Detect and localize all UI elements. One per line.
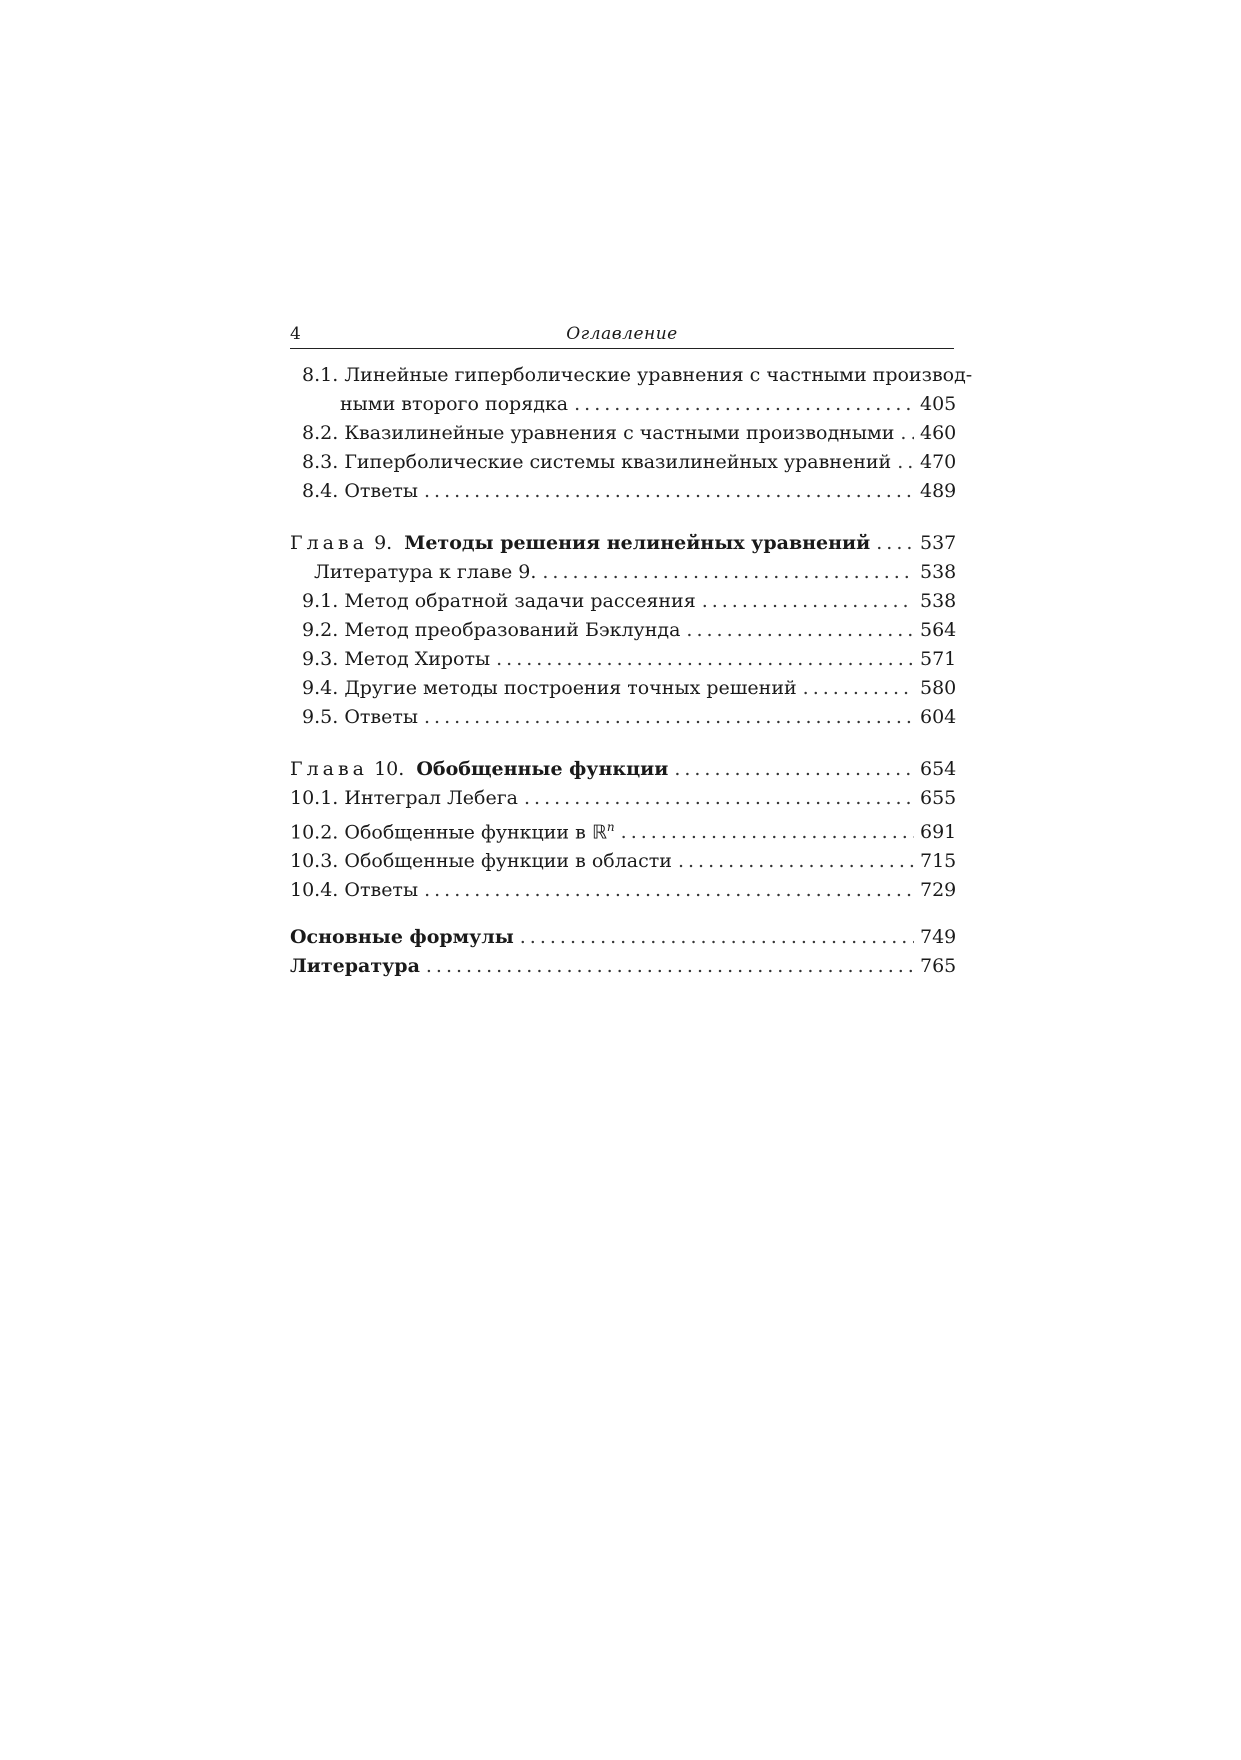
entry-page: 564 — [920, 619, 957, 641]
page-number: 4 — [290, 324, 301, 344]
toc-entry-9-1[interactable] — [290, 587, 957, 616]
entry-number: 9.4. — [302, 677, 339, 699]
table-of-contents — [290, 361, 973, 981]
toc-chapter-10[interactable] — [290, 755, 957, 784]
spacer — [290, 905, 954, 923]
leader-dots — [876, 529, 914, 558]
entry-number: 8.2. — [302, 422, 339, 444]
entry-title: Обобщенные функции в области — [344, 850, 672, 873]
leader-dots — [897, 448, 914, 477]
page — [290, 320, 973, 981]
toc-entry-8-3[interactable] — [290, 448, 957, 477]
entry-page: 538 — [920, 590, 957, 612]
chapter-title: Методы решения нелинейных уравнений — [404, 532, 871, 554]
entry-page: 571 — [920, 648, 957, 670]
leader-dots — [424, 477, 914, 506]
leader-dots — [520, 923, 914, 952]
spacer — [290, 732, 954, 755]
toc-entry-9-5[interactable] — [290, 703, 957, 732]
chapter-prefix: Глава — [290, 532, 369, 554]
entry-number: 10.1. — [290, 787, 339, 809]
entry-page: 765 — [920, 955, 957, 978]
toc-entry-formulas[interactable] — [290, 923, 957, 952]
leader-dots — [424, 703, 914, 732]
entry-number: 10.3. — [290, 850, 339, 873]
toc-entry-9-3[interactable] — [290, 645, 957, 674]
entry-number: 8.4. — [302, 480, 339, 502]
entry-title: Другие методы построения точных решений — [344, 677, 797, 699]
entry-title: Метод обратной задачи рассеяния — [344, 590, 696, 612]
entry-title: Ответы — [344, 480, 418, 502]
entry-page: 604 — [920, 706, 957, 728]
chapter-number: 9. — [374, 532, 393, 554]
entry-title: Метод Хироты — [344, 648, 491, 670]
entry-number: 10.4. — [290, 879, 339, 902]
toc-entry-9-2[interactable] — [290, 616, 957, 645]
entry-page: 470 — [920, 451, 957, 473]
entry-title: Ответы — [344, 706, 418, 728]
toc-entry-10-1[interactable] — [290, 784, 957, 813]
entry-number: 8.3. — [302, 451, 339, 473]
toc-entry-10-3[interactable] — [290, 847, 957, 876]
entry-title: Литература — [290, 955, 420, 978]
entry-number: 9.1. — [302, 590, 339, 612]
reals-symbol: ℝ — [591, 821, 607, 844]
leader-dots — [574, 390, 914, 419]
entry-number: 8.1. — [302, 364, 339, 386]
toc-entry-10-2[interactable] — [290, 813, 957, 847]
toc-chapter-9[interactable] — [290, 529, 957, 558]
leader-dots — [524, 784, 914, 813]
entry-title: Интеграл Лебега — [344, 787, 519, 809]
entry-title-cont: ными второго порядка — [340, 393, 569, 415]
superscript: n — [606, 820, 615, 834]
leader-dots — [900, 419, 914, 448]
entry-page: 715 — [920, 850, 957, 873]
entry-title: Линейные гиперболические уравнения с частными производ- — [344, 364, 973, 386]
entry-number: 10.2. — [290, 821, 339, 844]
entry-page: 537 — [920, 532, 957, 554]
leader-dots — [674, 755, 914, 784]
entry-page: 655 — [920, 787, 957, 809]
leader-dots — [621, 818, 914, 847]
toc-entry-lit-9[interactable] — [290, 558, 957, 587]
chapter-prefix: Глава — [290, 758, 369, 780]
entry-title: Литература к главе 9. — [314, 561, 537, 583]
header-title: Оглавление — [566, 324, 678, 344]
leader-dots — [803, 674, 914, 703]
entry-page: 580 — [920, 677, 957, 699]
toc-entry-8-4[interactable] — [290, 477, 957, 506]
entry-page: 729 — [920, 879, 957, 902]
entry-page: 405 — [920, 393, 957, 415]
leader-dots — [702, 587, 914, 616]
entry-title: Гиперболические системы квазилинейных уравнений — [344, 451, 892, 473]
toc-entry-literature[interactable] — [290, 952, 957, 981]
toc-entry-8-2[interactable] — [290, 419, 957, 448]
entry-page: 654 — [920, 758, 957, 780]
leader-dots — [542, 558, 914, 587]
leader-dots — [678, 847, 914, 876]
entry-number: 9.5. — [302, 706, 339, 728]
entry-number: 9.3. — [302, 648, 339, 670]
entry-page: 489 — [920, 480, 957, 502]
leader-dots — [426, 952, 914, 981]
leader-dots — [496, 645, 914, 674]
leader-dots — [424, 876, 914, 905]
toc-entry-8-1-cont[interactable] — [290, 390, 957, 419]
leader-dots — [686, 616, 914, 645]
entry-title: Метод преобразований Бэклунда — [344, 619, 681, 641]
chapter-title: Обобщенные функции — [416, 758, 669, 780]
entry-page: 749 — [920, 926, 957, 949]
entry-page: 460 — [920, 422, 957, 444]
toc-entry-8-1[interactable] — [290, 361, 973, 390]
spacer — [290, 506, 954, 529]
entry-page: 538 — [920, 561, 957, 583]
entry-title: Основные формулы — [290, 926, 514, 949]
entry-number: 9.2. — [302, 619, 339, 641]
chapter-number: 10. — [374, 758, 405, 780]
toc-entry-10-4[interactable] — [290, 876, 957, 905]
running-header — [290, 320, 954, 349]
entry-title: Квазилинейные уравнения с частными производными — [344, 422, 895, 444]
entry-title: Обобщенные функции в — [344, 821, 586, 844]
entry-title: Ответы — [344, 879, 419, 902]
toc-entry-9-4[interactable] — [290, 674, 957, 703]
entry-page: 691 — [920, 821, 957, 844]
